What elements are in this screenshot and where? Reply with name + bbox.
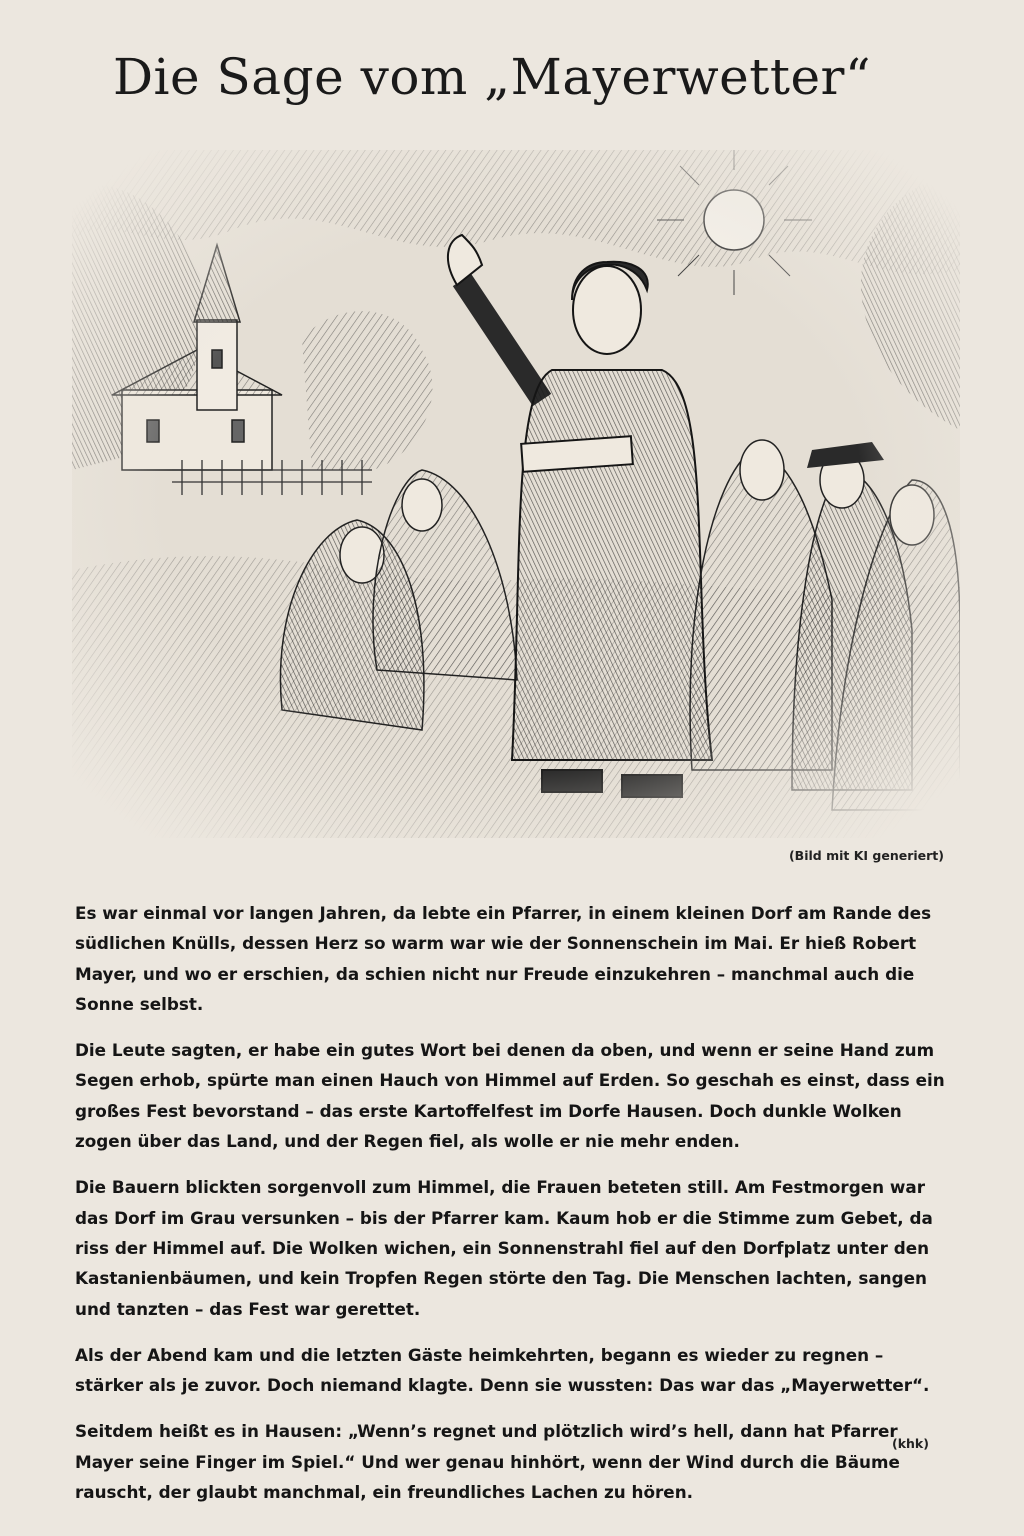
pastor-illustration xyxy=(72,150,960,838)
paragraph: Es war einmal vor langen Jahren, da lebte ein Pfarrer, in einem kleinen Dorf am Rande des südlichen Knülls, dessen Herz so warm war wie der Sonnenschein im Mai. Er hieß Robert Mayer, und wo er erschien, da schien nicht nur Freude einzukehren – manchmal auch die Sonne selbst. xyxy=(75,903,932,1014)
paragraph: Die Bauern blickten sorgenvoll zum Himmel, die Frauen beteten still. Am Festmorgen war das Dorf im Grau versunken – bis der Pfarrer kam. Kaum hob er die Stimme zum Gebet, da riss der Himmel auf. Die Wolken wichen, ein Sonnenstrahl fiel auf den Dorfplatz unter den Kastanienbäumen, und kein Tropfen Regen störte den Tag. Die Menschen lachten, sangen und tanzten – das Fest war gerettet. xyxy=(75,1177,933,1319)
paragraph: Seitdem heißt es in Hausen: „Wenn’s regnet und plötzlich wird’s hell, dann hat Pfarrer Mayer seine Finger im Spiel.“ Und wer genau hinhört, wenn der Wind durch die Bäume rauscht, der glaubt manchmal, ein freundliches Lachen zu hören. xyxy=(75,1421,900,1503)
image-caption: (Bild mit KI generiert) xyxy=(788,848,944,863)
story-text xyxy=(75,898,955,1523)
etching-image xyxy=(72,150,960,838)
paragraph: Die Leute sagten, er habe ein gutes Wort bei denen da oben, und wenn er seine Hand zum Segen erhob, spürte man einen Hauch von Himmel auf Erden. So geschah es einst, dass ein großes Fest bevorstand – das erste Kartoffelfest im Dorfe Hausen. Doch dunkle Wolken zogen über das Land, und der Regen fiel, als wolle er nie mehr enden. xyxy=(75,1040,945,1152)
page-title: Die Sage vom „Mayerwetter“ xyxy=(112,48,872,106)
author-initials: (khk) xyxy=(892,1436,929,1451)
paragraph: Als der Abend kam und die letzten Gäste heimkehrten, begann es wieder zu regnen – stärker als je zuvor. Doch niemand klagte. Denn sie wussten: Das war das „Mayerwetter“. xyxy=(75,1344,930,1396)
